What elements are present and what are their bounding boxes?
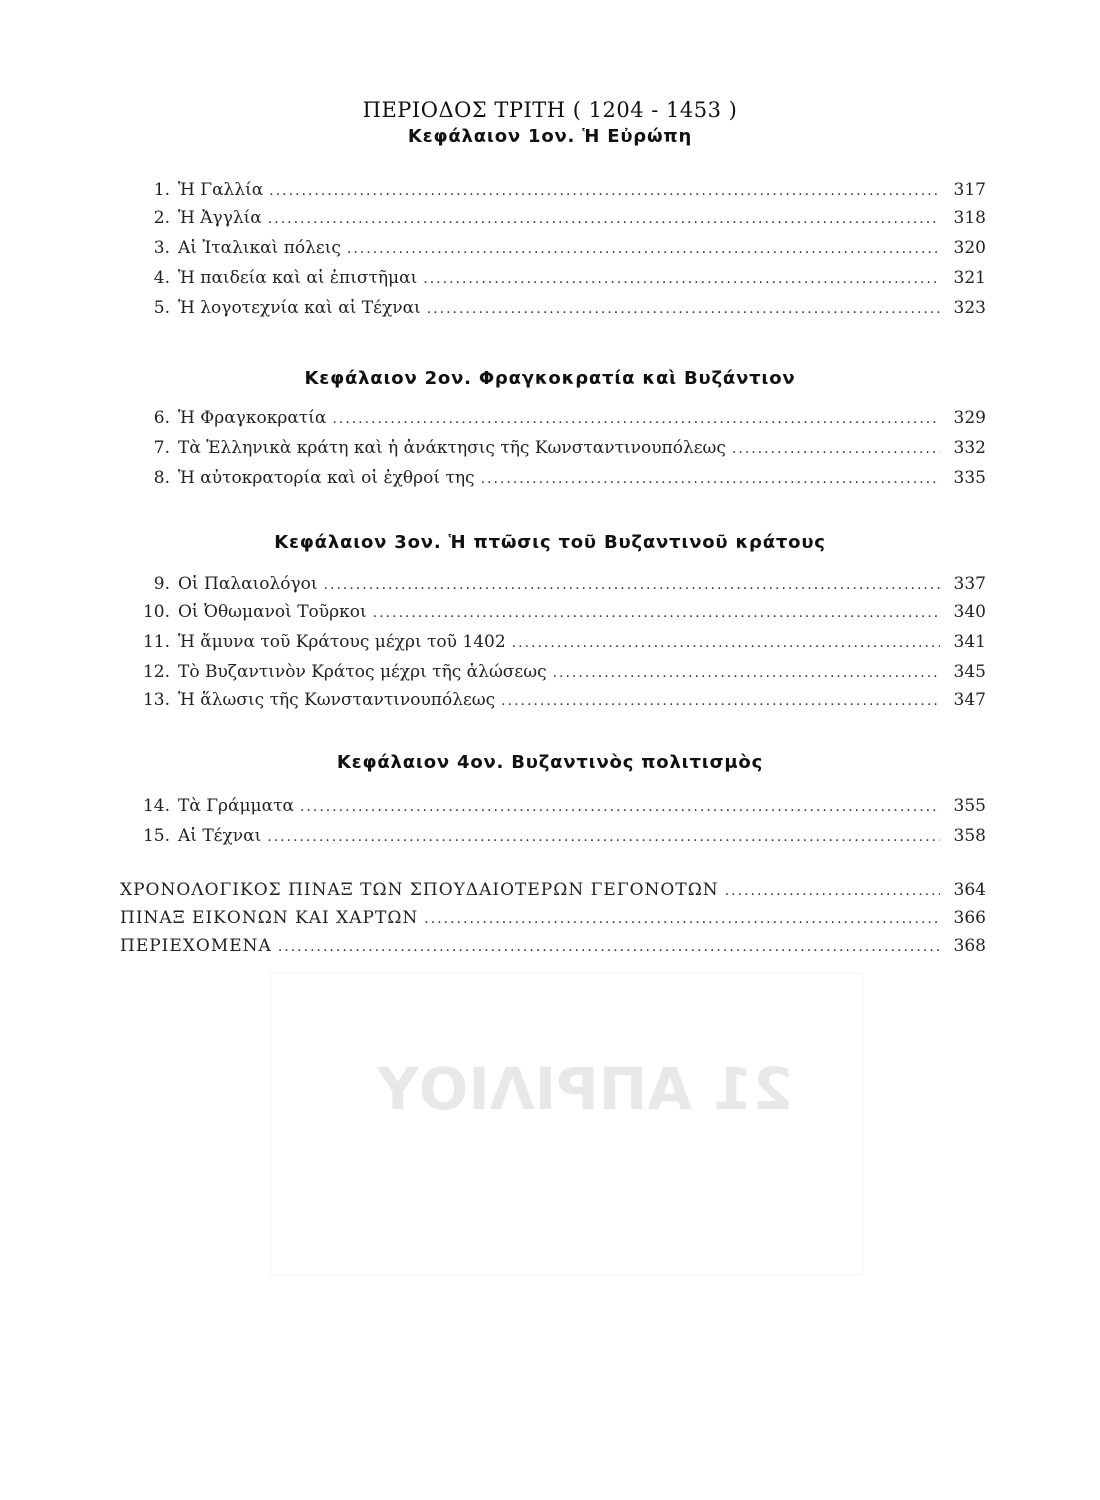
entry-label: Ἡ Ἀγγλία <box>178 208 262 228</box>
toc-entry <box>120 632 986 660</box>
appendix-page: 366 <box>953 908 986 928</box>
dot-leader <box>269 183 940 199</box>
appendix-label: ΧΡΟΝΟΛΟΓΙΚΟΣ ΠΙΝΑΞ ΤΩΝ ΣΠΟΥΔΑΙΟΤΕΡΩΝ ΓΕΓΟΝΟΤΩΝ <box>120 880 719 900</box>
chapter-2-heading: Κεφάλαιον 2ον. Φραγκοκρατία καὶ Βυζάντιον <box>304 368 796 389</box>
entry-page: 318 <box>953 208 986 228</box>
chapter-3-heading: Κεφάλαιον 3ον. Ἡ πτῶσις τοῦ Βυζαντινοῦ κράτους <box>274 532 826 553</box>
entry-number: 10. <box>142 602 170 622</box>
toc-entry <box>120 690 986 718</box>
entry-page: 345 <box>953 662 986 682</box>
toc-entry <box>120 438 986 466</box>
entry-label: Τὰ Ἑλληνικὰ κράτη καὶ ἡ ἀνάκτησις τῆς Κωνσταντινουπόλεως <box>178 438 726 458</box>
toc-entry <box>120 574 986 602</box>
entry-page: 341 <box>953 632 986 652</box>
entry-page: 347 <box>953 690 986 710</box>
entry-page: 320 <box>953 238 986 258</box>
toc-entry <box>120 602 986 630</box>
entry-page: 317 <box>953 180 986 200</box>
toc-appendix-entry <box>120 908 986 936</box>
entry-page: 321 <box>953 268 986 288</box>
entry-number: 15. <box>142 826 170 846</box>
entry-number: 13. <box>142 690 170 710</box>
entry-number: 12. <box>142 662 170 682</box>
toc-appendix-entry <box>120 936 986 964</box>
entry-label: Ἡ ἄμυνα τοῦ Κράτους μέχρι τοῦ 1402 <box>178 632 506 652</box>
dot-leader <box>553 665 940 681</box>
entry-label: Ἡ ἅλωσις τῆς Κωνσταντινουπόλεως <box>178 690 496 710</box>
toc-entry <box>120 180 986 208</box>
entry-number: 6. <box>153 408 170 428</box>
entry-label: Τὰ Γράμματα <box>178 796 294 816</box>
entry-number: 1. <box>153 180 170 200</box>
entry-label: Οἱ Ὀθωμανοὶ Τοῦρκοι <box>178 602 367 622</box>
entry-page: 329 <box>953 408 986 428</box>
period-title: ΠΕΡΙΟΔΟΣ ΤΡΙΤΗ ( 1204 - 1453 ) <box>362 98 738 122</box>
entry-label: Ἡ Φραγκοκρατία <box>178 408 327 428</box>
chapter-4-heading: Κεφάλαιον 4ον. Βυζαντινὸς πολιτισμὸς <box>336 752 764 773</box>
entry-page: 340 <box>953 602 986 622</box>
appendix-label: ΠΕΡΙΕΧΟΜΕΝΑ <box>120 936 272 956</box>
entry-page: 323 <box>953 298 986 318</box>
dot-leader <box>481 471 940 487</box>
entry-page: 337 <box>953 574 986 594</box>
dot-leader <box>373 605 940 621</box>
entry-label: Ἡ αὐτοκρατορία καὶ οἱ ἐχθροί της <box>178 468 475 488</box>
dot-leader <box>300 799 940 815</box>
entry-label: Ἡ λογοτεχνία καὶ αἱ Τέχναι <box>178 298 421 318</box>
dot-leader <box>324 577 940 593</box>
dot-leader <box>278 939 940 955</box>
dot-leader <box>512 635 940 651</box>
entry-number: 11. <box>142 632 170 652</box>
entry-label: Ἡ παιδεία καὶ αἱ ἐπιστῆμαι <box>178 268 418 288</box>
entry-label: Τὸ Βυζαντινὸν Κράτος μέχρι τῆς ἁλώσεως <box>178 662 547 682</box>
entry-number: 8. <box>153 468 170 488</box>
entry-page: 335 <box>953 468 986 488</box>
entry-number: 5. <box>153 298 170 318</box>
entry-label: Αἱ Ἰταλικαὶ πόλεις <box>178 238 341 258</box>
dot-leader <box>501 693 940 709</box>
dot-leader <box>423 271 940 287</box>
entry-page: 358 <box>953 826 986 846</box>
entry-page: 355 <box>953 796 986 816</box>
dot-leader <box>267 829 940 845</box>
show-through-stamp-text: 21 ΑΠΡΙΛΙΟΥ <box>376 1055 794 1123</box>
entry-label: Αἱ Τέχναι <box>178 826 262 846</box>
dot-leader <box>424 911 940 927</box>
toc-entry <box>120 408 986 436</box>
toc-entry <box>120 826 986 854</box>
entry-number: 9. <box>153 574 170 594</box>
entry-label: Ἡ Γαλλία <box>178 180 264 200</box>
toc-entry <box>120 796 986 824</box>
toc-entry <box>120 298 986 326</box>
toc-entry <box>120 468 986 496</box>
entry-number: 7. <box>153 438 170 458</box>
toc-entry <box>120 662 986 690</box>
dot-leader <box>332 411 940 427</box>
entry-number: 14. <box>142 796 170 816</box>
dot-leader <box>268 211 940 227</box>
appendix-label: ΠΙΝΑΞ ΕΙΚΟΝΩΝ ΚΑΙ ΧΑΡΤΩΝ <box>120 908 419 928</box>
toc-entry <box>120 208 986 236</box>
chapter-1-heading: Κεφάλαιον 1ον. Ἡ Εὐρώπη <box>407 126 693 147</box>
entry-page: 332 <box>953 438 986 458</box>
toc-entry <box>120 238 986 266</box>
entry-label: Οἱ Παλαιολόγοι <box>178 574 318 594</box>
dot-leader <box>427 301 940 317</box>
entry-number: 2. <box>153 208 170 228</box>
appendix-page: 364 <box>953 880 986 900</box>
toc-entry <box>120 268 986 296</box>
appendix-page: 368 <box>953 936 986 956</box>
entry-number: 3. <box>153 238 170 258</box>
dot-leader <box>725 883 940 899</box>
dot-leader <box>732 441 940 457</box>
dot-leader <box>347 241 940 257</box>
entry-number: 4. <box>153 268 170 288</box>
toc-appendix-entry <box>120 880 986 908</box>
